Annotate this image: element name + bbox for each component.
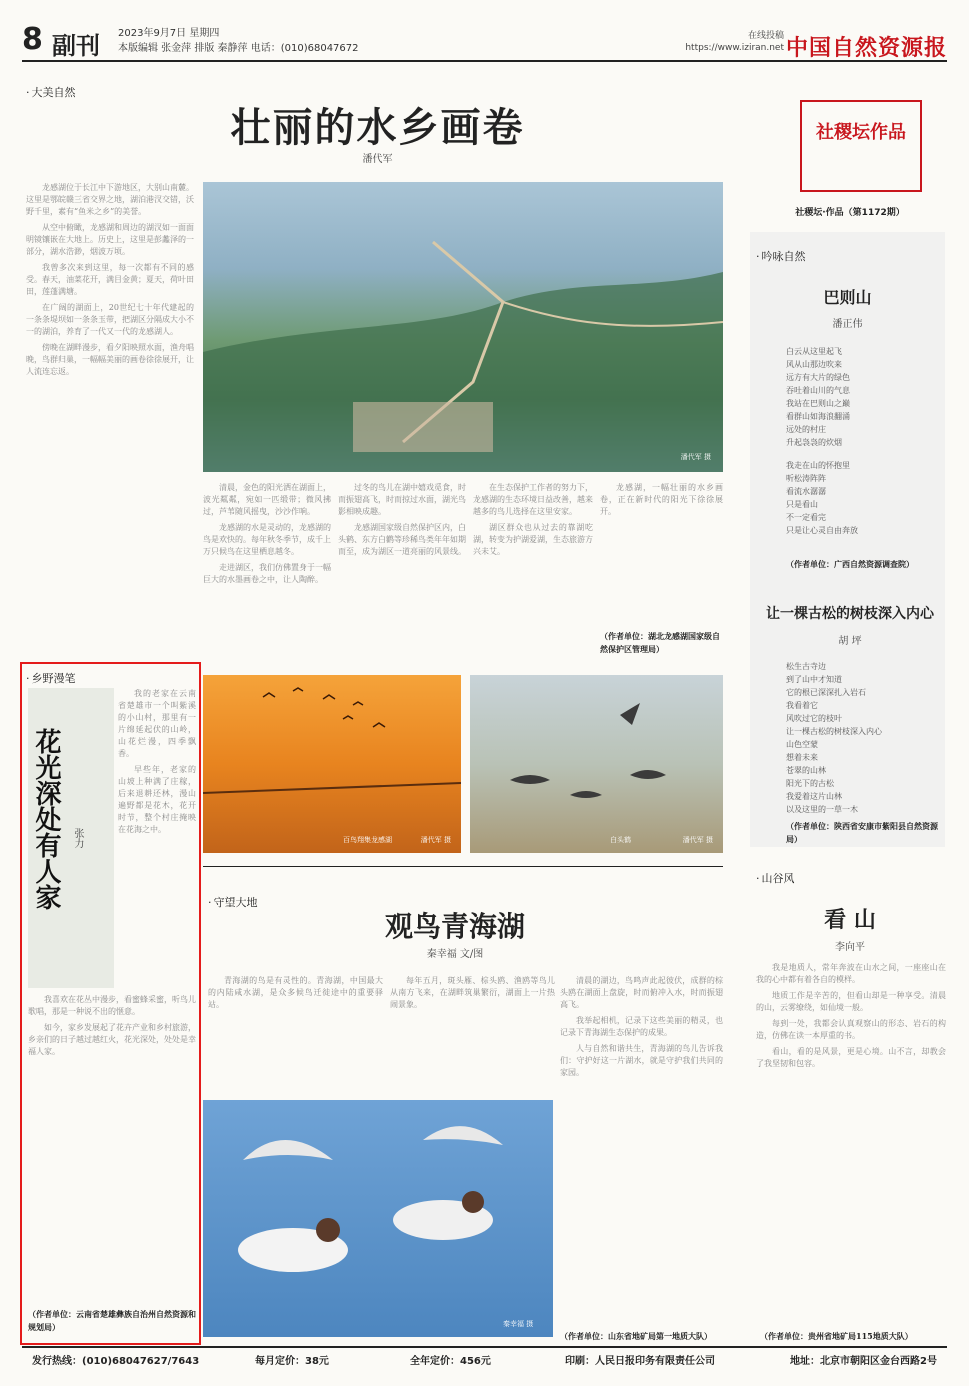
paragraph: 湖区群众也从过去的靠湖吃湖，转变为护湖爱湖，生态旅游方兴未艾。 [473, 523, 593, 556]
photo-credit: 潘代军 摄 [680, 453, 711, 461]
stanza-gap [786, 449, 936, 459]
poem-line: 看群山如海浪翻涌 [786, 412, 850, 421]
poem-line: 看流水潺潺 [786, 487, 826, 496]
poem-line: 我爱着这片山林 [786, 792, 842, 801]
poem2-body [786, 660, 936, 816]
poem-line: 不一定看完 [786, 513, 826, 522]
bird-rule [203, 866, 723, 867]
poem-line: 升起袅袅的炊烟 [786, 438, 842, 447]
poem-line: 苍翠的山林 [786, 766, 826, 775]
bird-col-2 [390, 975, 555, 1095]
paragraph: 青海湖的鸟是有灵性的。青海湖，中国最大的内陆咸水湖，是众多候鸟迁徙途中的重要驿站。 [208, 976, 383, 1009]
footer-hotline: 发行热线：(010)68047627/7643 [32, 1356, 200, 1367]
paragraph: 每到一处，我都会认真观察山的形态、岩石的构造，仿佛在读一本厚重的书。 [756, 1019, 946, 1040]
paragraph: 龙感湖的水是灵动的，龙感湖的鸟是欢快的。每年秋冬季节，成千上万只候鸟在这里栖息越冬。 [203, 523, 331, 556]
header-rule [22, 60, 947, 62]
poem-line: 我走在山的怀抱里 [786, 461, 850, 470]
aerial-photo [203, 182, 723, 472]
footer-yearly: 全年定价：456元 [410, 1356, 491, 1367]
sunset-photo-shapes [203, 675, 461, 853]
essay-author: 李向平 [835, 942, 865, 953]
paragraph: 龙感湖，一幅壮丽的水乡画卷，正在新时代的阳光下徐徐展开。 [600, 483, 723, 516]
section-tag-poem: · 吟咏自然 [756, 248, 806, 264]
aerial-photo-shapes [203, 182, 723, 472]
poem-line: 只是看山 [786, 500, 818, 509]
footer-rule [22, 1346, 947, 1348]
page-number: 8 [22, 22, 43, 57]
main-col-1 [26, 182, 194, 660]
footer-monthly: 每月定价：38元 [255, 1356, 329, 1367]
poem-line: 远处的村庄 [786, 425, 826, 434]
poem-line: 以及这里的一草一木 [786, 805, 858, 814]
poem-line: 风吹过它的枝叶 [786, 714, 842, 723]
main-author: 潘代军 [362, 154, 393, 165]
sunset-caption: 百鸟翔集龙感湖 [343, 836, 392, 844]
paragraph: 如今，家乡发展起了花卉产业和乡村旅游，乡亲们的日子越过越红火，花光深处，处处是幸福人家。 [28, 1023, 196, 1056]
main-col-3 [338, 482, 466, 660]
section-tag-left: · 乡野漫笔 [26, 670, 76, 686]
paragraph: 过冬的鸟儿在湖中嬉戏觅食，时而振翅高飞，时而掠过水面，湖光鸟影相映成趣。 [338, 483, 466, 516]
site-label: 在线投稿 [747, 31, 784, 41]
logo-mark: 社稷坛作品 [816, 122, 906, 143]
site-block [685, 30, 784, 54]
section-title: 副刊 [52, 32, 100, 60]
poem-line: 白云从这里起飞 [786, 347, 842, 356]
main-author-note: （作者单位：湖北龙感湖国家级自然保护区管理局） [600, 631, 720, 654]
staff-line: 本版编辑 张金萍 排版 秦静萍 电话：(010)68047672 [118, 43, 359, 54]
essay-body [756, 962, 946, 1322]
logo-frame [800, 100, 922, 192]
sunset-credit: 潘代军 摄 [420, 836, 451, 844]
paragraph: 人与自然和谐共生，青海湖的鸟儿告诉我们：守护好这一片湖水，就是守护我们共同的家园。 [560, 1044, 723, 1077]
poem-line: 想着未来 [786, 753, 818, 762]
gulls-credit: 秦幸福 摄 [503, 1320, 534, 1328]
poem2-author: 胡 坪 [838, 636, 862, 647]
poem-line: 风从山那边吹来 [786, 360, 842, 369]
paragraph: 走进湖区，我们仿佛置身于一幅巨大的水墨画卷之中，让人陶醉。 [203, 563, 331, 584]
bird-author-note: （作者单位：山东省地矿局第一地质大队） [560, 1331, 712, 1341]
issue-date: 2023年9月7日 星期四 [118, 28, 220, 39]
poem2-title: 让一棵古松的树枝深入内心 [766, 606, 934, 622]
essay-title: 看 山 [824, 907, 876, 933]
bird-col-3 [560, 975, 723, 1315]
sunset-photo [203, 675, 461, 853]
paragraph: 早些年，老家的山坡上种满了庄稼，后来退耕还林，漫山遍野都是花木，花开时节，整个村庄掩映在花海之中。 [118, 765, 196, 834]
footer-address: 地址：北京市朝阳区金台西路2号 [790, 1356, 937, 1367]
logo-caption: 社稷坛·作品（第1172期） [795, 208, 905, 218]
poem-line: 只是让心灵自由奔放 [786, 526, 858, 535]
left-col-bottom [28, 994, 196, 1302]
left-author: 张力 [72, 828, 83, 848]
paragraph: 在广阔的湖面上，20世纪七十年代建起的一条条堤坝如一条条玉带，把湖区分隔成大小不一的湖泊，养育了一代又一代的龙感湖人。 [26, 303, 194, 336]
paragraph: 看山，看的是风景，更是心境。山不言，却教会了我坚韧和包容。 [756, 1047, 946, 1068]
cranes-photo [470, 675, 723, 853]
paragraph: 地质工作是辛苦的，但看山却是一种享受。清晨的山，云雾缭绕，如仙境一般。 [756, 991, 946, 1012]
paragraph: 龙感湖国家级自然保护区内，白头鹤、东方白鹳等珍稀鸟类年年如期而至，成为湖区一道亮丽的风景线。 [338, 523, 466, 556]
paragraph: 每年五月，斑头雁、棕头鸥、渔鸥等鸟儿从南方飞来，在湖畔筑巢繁衍，湖面上一片热闹景象。 [390, 976, 555, 1009]
bird-title: 观鸟青海湖 [384, 910, 525, 943]
main-title: 壮丽的水乡画卷 [230, 105, 525, 151]
poem-line: 山色空蒙 [786, 740, 818, 749]
main-col-4b [600, 482, 723, 622]
gulls-photo-shapes [203, 1100, 553, 1337]
poem-line: 阳光下的古松 [786, 779, 834, 788]
poem-line: 它的根已深深扎入岩石 [786, 688, 866, 697]
cranes-caption: 白头鹤 [610, 836, 631, 844]
site-url[interactable]: https://www.iziran.net [685, 43, 784, 53]
bird-author: 秦幸福 文/图 [426, 949, 484, 960]
left-col-top [118, 688, 196, 988]
paragraph: 我喜欢在花丛中漫步，看蜜蜂采蜜，听鸟儿歌唱，那是一种说不出的惬意。 [28, 995, 196, 1016]
paragraph: 我举起相机，记录下这些美丽的精灵，也记录下青海湖生态保护的成果。 [560, 1016, 723, 1037]
poem2-note: （作者单位：陕西省安康市紫阳县自然资源局） [786, 821, 938, 844]
footer-printer: 印刷：人民日报印务有限责任公司 [565, 1356, 715, 1367]
poem-line: 我站在巴则山之巅 [786, 399, 850, 408]
section-tag-essay: · 山谷风 [756, 870, 795, 886]
cranes-credit: 潘代军 摄 [682, 836, 713, 844]
poem-line: 到了山中才知道 [786, 675, 842, 684]
cranes-photo-shapes [470, 675, 723, 853]
left-title: 花光深处有人家 [31, 728, 61, 910]
paragraph: 从空中俯瞰，龙感湖和周边的湖汊如一面面明镜镶嵌在大地上。历史上，这里是彭蠡泽的一部分，湖水浩渺，烟波万顷。 [26, 223, 194, 256]
gulls-photo [203, 1100, 553, 1337]
section-tag-main: · 大美自然 [26, 84, 76, 100]
bird-col-1 [208, 975, 383, 1095]
paragraph: 在生态保护工作者的努力下，龙感湖的生态环境日益改善，越来越多的鸟儿选择在这里安家。 [473, 483, 593, 516]
paragraph: 清晨的湖边，鸟鸣声此起彼伏，成群的棕头鸥在湖面上盘旋，时而俯冲入水，时而振翅高飞。 [560, 976, 723, 1009]
paragraph: 清晨，金色的阳光洒在湖面上，波光粼粼，宛如一匹缎带；微风拂过，芦苇随风摇曳，沙沙作响。 [203, 483, 331, 516]
poem-line: 吞吐着山川的气息 [786, 386, 850, 395]
paragraph: 龙感湖位于长江中下游地区，大别山南麓。这里是鄂皖赣三省交界之地，湖泊港汊交错，沃野千里，素有“鱼米之乡”的美誉。 [26, 183, 194, 216]
section-tag-bird: · 守望大地 [208, 894, 258, 910]
poem-line: 松生古寺边 [786, 662, 826, 671]
main-col-2 [203, 482, 331, 660]
poem1-note: （作者单位：广西自然资源调查院） [786, 559, 914, 569]
left-author-note: （作者单位：云南省楚雄彝族自治州自然资源和规划局） [28, 1309, 196, 1332]
poem1-title: 巴则山 [823, 288, 872, 307]
masthead: 中国自然资源报 [785, 35, 947, 61]
main-col-4a [473, 482, 593, 660]
poem-line: 听松涛阵阵 [786, 474, 826, 483]
essay-note: （作者单位：贵州省地矿局115地质大队） [760, 1331, 913, 1341]
paragraph: 我曾多次来到这里，每一次都有不同的感受。春天，油菜花开，满目金黄；夏天，荷叶田田，莲蓬满塘。 [26, 263, 194, 296]
poem1-author: 潘正伟 [832, 319, 863, 330]
poem1-body [786, 345, 936, 537]
header-meta [118, 26, 359, 56]
paragraph: 傍晚在湖畔漫步，看夕阳映照水面，渔舟唱晚，鸟群归巢，一幅幅美丽的画卷徐徐展开，让人流连忘返。 [26, 343, 194, 376]
poem-line: 远方有大片的绿色 [786, 373, 850, 382]
poem-line: 让一棵古松的树枝深入内心 [786, 727, 882, 736]
paragraph: 我的老家在云南省楚雄市一个叫紫溪的小山村，那里有一片绵延起伏的山岭，山花烂漫，四季飘香。 [118, 689, 196, 758]
poem-line: 我看着它 [786, 701, 818, 710]
paragraph: 我是地质人，常年奔波在山水之间，一座座山在我的心中都有着各自的模样。 [756, 963, 946, 984]
